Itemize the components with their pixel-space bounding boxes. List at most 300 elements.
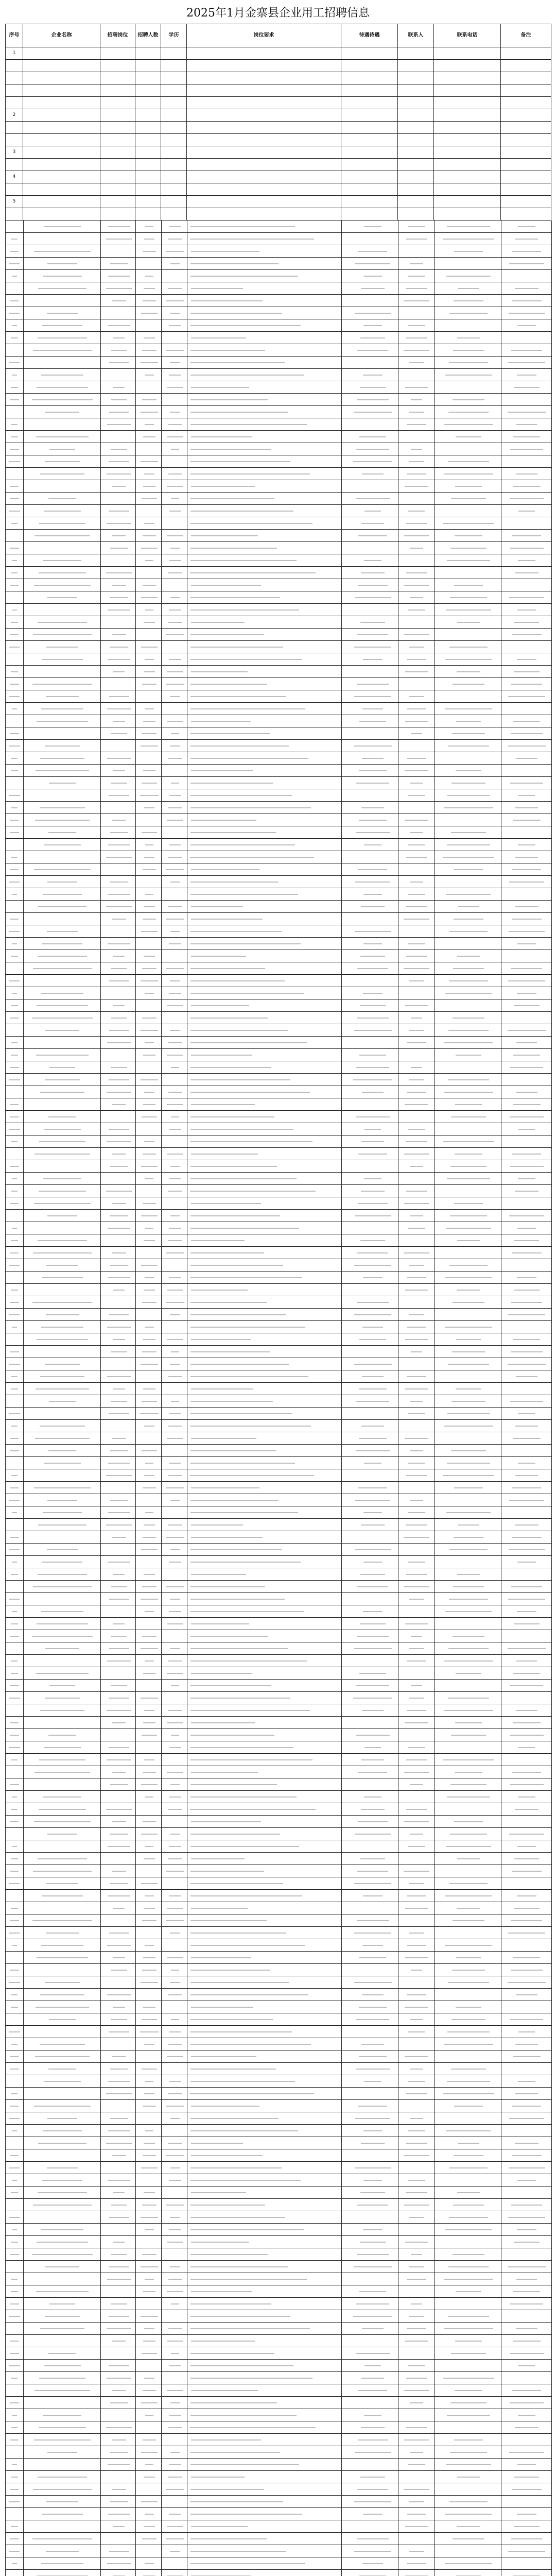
placeholder-text-line [170, 2217, 180, 2218]
table-row [6, 47, 551, 60]
placeholder-text-line [12, 2464, 17, 2465]
placeholder-text-line [167, 2390, 184, 2391]
placeholder-text-line [518, 844, 535, 845]
placeholder-text-line [191, 1957, 251, 1958]
placeholder-text-line [456, 436, 481, 437]
placeholder-text-line [448, 1982, 489, 1983]
placeholder-text-line [170, 1500, 180, 1501]
placeholder-text-line [516, 1376, 537, 1377]
placeholder-text-line [145, 659, 153, 660]
placeholder-text-line [142, 1401, 157, 1402]
placeholder-text-line [517, 1846, 536, 1847]
placeholder-text-line [191, 288, 244, 289]
placeholder-text-line [35, 2056, 90, 2057]
placeholder-text-line [511, 2205, 542, 2206]
placeholder-text-line [112, 2390, 126, 2391]
placeholder-text-line [190, 424, 307, 425]
placeholder-text-line [169, 325, 181, 326]
placeholder-text-line [508, 2266, 545, 2267]
placeholder-text-line [34, 2390, 90, 2391]
placeholder-text-line [191, 2143, 244, 2144]
placeholder-text-line [36, 770, 89, 771]
placeholder-text-line [457, 2477, 480, 2478]
placeholder-text-line [512, 2390, 541, 2391]
placeholder-text-line [10, 1252, 19, 1253]
placeholder-text-line [190, 572, 316, 573]
placeholder-text-line [167, 1438, 183, 1439]
placeholder-text-line [144, 906, 154, 907]
placeholder-text-line [354, 1933, 392, 1934]
placeholder-text-line [190, 1797, 297, 1798]
placeholder-text-line [12, 2415, 16, 2416]
note [501, 183, 551, 196]
placeholder-text-line [12, 1228, 17, 1229]
placeholder-text-line [191, 251, 259, 252]
placeholder-text-line [513, 2056, 541, 2057]
company-name [23, 196, 100, 208]
placeholder-text-line [443, 523, 494, 524]
placeholder-text-line [190, 2167, 282, 2168]
placeholder-text-line [518, 560, 535, 561]
placeholder-text-line [407, 1945, 426, 1946]
placeholder-text-line [450, 1834, 487, 1835]
placeholder-text-line [511, 1920, 543, 1921]
placeholder-text-line [167, 1290, 183, 1291]
placeholder-text-line [145, 560, 153, 561]
placeholder-text-line [110, 1883, 129, 1884]
placeholder-text-line [514, 622, 539, 623]
placeholder-text-line [509, 313, 545, 314]
placeholder-text-line [111, 783, 127, 784]
placeholder-text-line [108, 1463, 129, 1464]
placeholder-text-line [168, 1858, 183, 1859]
pay [341, 122, 398, 134]
placeholder-text-line [9, 1079, 20, 1080]
placeholder-text-line [166, 1537, 184, 1538]
placeholder-text-line [359, 1388, 386, 1389]
placeholder-text-line [47, 1549, 78, 1550]
placeholder-text-line [107, 1945, 131, 1946]
placeholder-text-line [144, 1759, 154, 1760]
placeholder-text-line [144, 2044, 154, 2045]
placeholder-text-line [361, 523, 384, 524]
placeholder-text-line [405, 2056, 429, 2057]
placeholder-text-line [515, 1475, 538, 1476]
placeholder-text-line [190, 2031, 292, 2032]
placeholder-text-line [445, 1945, 492, 1946]
placeholder-text-line [191, 2439, 261, 2441]
placeholder-text-line [44, 511, 80, 512]
placeholder-text-line [167, 1772, 184, 1773]
placeholder-text-line [363, 1895, 383, 1896]
placeholder-text-line [113, 1388, 126, 1389]
placeholder-text-line [190, 1933, 286, 1934]
placeholder-text-line [143, 2007, 155, 2008]
placeholder-text-line [453, 968, 484, 969]
placeholder-text-line [451, 1735, 485, 1736]
placeholder-text-line [168, 424, 182, 425]
placeholder-text-line [166, 919, 184, 920]
phone-number [434, 97, 501, 109]
placeholder-text-line [169, 1277, 181, 1278]
placeholder-text-line [46, 647, 78, 648]
placeholder-text-line [48, 1450, 77, 1451]
placeholder-text-line [448, 1079, 489, 1080]
placeholder-text-line [361, 1759, 384, 1760]
placeholder-text-line [169, 1413, 180, 1414]
placeholder-text-line [171, 1685, 179, 1686]
placeholder-text-line [360, 622, 385, 623]
placeholder-text-line [12, 609, 17, 611]
placeholder-text-line [47, 931, 78, 932]
placeholder-text-line [451, 1450, 486, 1451]
placeholder-text-line [168, 1809, 182, 1810]
placeholder-text-line [359, 436, 386, 437]
placeholder-text-line [12, 708, 18, 709]
placeholder-text-line [44, 844, 81, 845]
placeholder-text-line [9, 2501, 20, 2502]
placeholder-text-line [517, 659, 536, 660]
placeholder-text-line [364, 511, 381, 512]
placeholder-text-line [169, 1129, 181, 1130]
placeholder-text-line [190, 313, 282, 314]
post-name [100, 208, 135, 221]
placeholder-text-line [513, 1055, 540, 1056]
placeholder-text-line [170, 1364, 181, 1365]
placeholder-text-line [511, 1970, 543, 1971]
placeholder-text-line [47, 1215, 78, 1216]
placeholder-text-line [167, 721, 183, 722]
placeholder-text-line [9, 461, 20, 462]
placeholder-text-line [509, 1549, 545, 1550]
placeholder-text-line [107, 424, 131, 425]
placeholder-text-line [168, 2328, 182, 2329]
placeholder-text-line [405, 721, 428, 722]
placeholder-text-line [166, 634, 184, 635]
placeholder-text-line [191, 1339, 251, 1340]
placeholder-text-line [190, 980, 285, 981]
placeholder-text-line [144, 1908, 155, 1909]
pay [341, 146, 398, 159]
placeholder-text-line [110, 1265, 129, 1266]
placeholder-text-line [107, 2279, 131, 2280]
placeholder-text-line [110, 1784, 128, 1785]
placeholder-text-line [144, 473, 154, 474]
education [161, 72, 187, 84]
placeholder-text-line [169, 844, 181, 845]
placeholder-text-line [112, 1821, 126, 1822]
placeholder-text-line [444, 2044, 494, 2045]
company-name [23, 183, 100, 196]
placeholder-text-line [361, 1426, 384, 1427]
placeholder-text-line [108, 844, 129, 845]
placeholder-text-line [362, 708, 383, 709]
placeholder-text-line [12, 1797, 16, 1798]
placeholder-text-line [190, 2464, 300, 2465]
placeholder-text-line [408, 1512, 425, 1513]
placeholder-text-line [113, 1574, 125, 1575]
placeholder-text-line [32, 2538, 92, 2539]
placeholder-text-line [356, 1450, 390, 1451]
placeholder-text-line [407, 2279, 426, 2280]
placeholder-text-line [167, 1623, 183, 1624]
placeholder-text-line [364, 2365, 381, 2366]
placeholder-text-line [359, 2291, 386, 2292]
placeholder-text-line [445, 375, 492, 376]
placeholder-text-line [445, 659, 492, 660]
placeholder-text-line [9, 882, 19, 883]
placeholder-text-line [509, 931, 545, 932]
placeholder-text-line [169, 2365, 181, 2366]
placeholder-text-line [456, 1388, 482, 1389]
placeholder-text-line [45, 1648, 79, 1649]
placeholder-text-line [108, 226, 129, 227]
placeholder-text-line [451, 1401, 485, 1402]
placeholder-text-line [12, 1562, 17, 1563]
placeholder-text-line [512, 535, 541, 536]
placeholder-text-line [46, 1933, 79, 1934]
placeholder-text-line [190, 1735, 274, 1736]
placeholder-text-line [457, 1290, 480, 1291]
placeholder-text-line [168, 1240, 183, 1241]
placeholder-text-line [190, 795, 292, 796]
placeholder-text-line [110, 2069, 128, 2070]
placeholder-text-line [48, 2069, 77, 2070]
placeholder-text-line [171, 2353, 179, 2354]
placeholder-text-line [515, 906, 539, 907]
placeholder-text-line [509, 1834, 545, 1835]
placeholder-text-line [190, 560, 297, 561]
table-column-line [161, 221, 162, 2576]
placeholder-text-line [354, 1648, 392, 1649]
placeholder-text-line [145, 894, 153, 895]
placeholder-text-line [141, 1883, 158, 1884]
note [501, 134, 551, 146]
placeholder-text-line [353, 1698, 392, 1699]
placeholder-text-line [144, 1426, 154, 1427]
placeholder-text-line [143, 535, 156, 536]
placeholder-text-line [111, 968, 126, 969]
placeholder-text-line [357, 634, 388, 635]
placeholder-text-line [142, 1018, 157, 1019]
placeholder-text-line [457, 1908, 480, 1909]
placeholder-text-line [10, 1018, 19, 1019]
placeholder-text-line [144, 2526, 155, 2527]
company-name [23, 47, 100, 60]
placeholder-text-line [106, 1191, 132, 1192]
placeholder-text-line [518, 1178, 535, 1179]
placeholder-text-line [190, 1500, 279, 1501]
placeholder-text-line [10, 2254, 19, 2255]
placeholder-text-line [363, 1512, 381, 1513]
placeholder-text-line [190, 1079, 290, 1080]
placeholder-text-line [443, 1141, 494, 1142]
placeholder-text-line [457, 622, 480, 623]
row-number [6, 72, 23, 84]
placeholder-text-line [141, 1079, 159, 1080]
placeholder-text-line [143, 1203, 156, 1204]
table-row [6, 134, 551, 146]
placeholder-text-line [41, 1611, 83, 1612]
placeholder-text-line [166, 2489, 184, 2490]
placeholder-text-line [408, 609, 425, 611]
placeholder-text-line [508, 2217, 545, 2218]
placeholder-text-line [144, 1290, 155, 1291]
placeholder-text-line [166, 968, 184, 969]
placeholder-text-line [12, 325, 17, 326]
placeholder-text-line [113, 2526, 125, 2527]
placeholder-text-line [11, 2192, 18, 2193]
placeholder-text-line [404, 2205, 429, 2206]
placeholder-text-line [356, 2069, 390, 2070]
placeholder-text-line [144, 622, 155, 623]
placeholder-text-line [409, 1648, 424, 1649]
placeholder-text-line [443, 857, 494, 858]
placeholder-text-line [455, 535, 482, 536]
placeholder-text-line [409, 2217, 424, 2218]
post-name [100, 97, 135, 109]
placeholder-text-line [447, 2081, 490, 2082]
placeholder-text-line [45, 1079, 80, 1080]
placeholder-text-line [144, 1475, 155, 1476]
placeholder-text-line [364, 1797, 381, 1798]
placeholder-text-line [11, 1042, 17, 1043]
placeholder-text-line [141, 412, 158, 413]
placeholder-text-line [512, 2106, 541, 2107]
placeholder-text-line [9, 263, 19, 264]
placeholder-text-line [166, 2205, 184, 2206]
placeholder-text-line [190, 857, 314, 858]
placeholder-text-line [191, 2155, 263, 2156]
placeholder-text-line [517, 609, 536, 611]
placeholder-text-line [168, 1660, 182, 1662]
placeholder-text-line [37, 387, 88, 388]
placeholder-text-line [106, 1524, 132, 1526]
placeholder-text-line [449, 2167, 487, 2168]
placeholder-text-line [355, 263, 390, 264]
placeholder-text-line [407, 1376, 426, 1377]
placeholder-text-line [363, 894, 381, 895]
placeholder-text-line [170, 597, 180, 598]
placeholder-text-line [109, 2551, 129, 2552]
placeholder-text-line [518, 1413, 535, 1414]
placeholder-text-line [11, 1376, 17, 1377]
placeholder-text-line [514, 1005, 540, 1006]
placeholder-text-line [190, 523, 313, 524]
placeholder-text-line [191, 1290, 248, 1291]
pay [341, 208, 398, 221]
placeholder-text-line [112, 2439, 126, 2441]
placeholder-text-line [167, 2242, 183, 2243]
placeholder-text-line [190, 1463, 295, 1464]
placeholder-text-line [167, 2291, 183, 2292]
placeholder-text-line [42, 2514, 83, 2515]
placeholder-text-line [445, 2514, 492, 2515]
placeholder-text-line [144, 1574, 155, 1575]
placeholder-text-line [359, 721, 386, 722]
row-number [6, 122, 23, 134]
placeholder-text-line [169, 609, 181, 611]
placeholder-text-line [404, 1252, 429, 1253]
placeholder-text-line [510, 1685, 543, 1686]
placeholder-text-line [457, 1240, 480, 1241]
placeholder-text-line [11, 424, 17, 425]
placeholder-text-line [406, 1809, 427, 1810]
placeholder-text-line [145, 2279, 154, 2280]
placeholder-text-line [510, 1116, 543, 1117]
hire-count [135, 134, 161, 146]
placeholder-text-line [516, 1710, 537, 1711]
placeholder-text-line [511, 733, 543, 734]
placeholder-text-line [444, 1710, 493, 1711]
placeholder-text-line [514, 1290, 539, 1291]
placeholder-text-line [515, 572, 538, 573]
placeholder-text-line [410, 1401, 422, 1402]
placeholder-text-line [191, 1574, 246, 1575]
placeholder-text-line [450, 2452, 487, 2453]
placeholder-text-line [169, 1846, 181, 1847]
hire-count [135, 122, 161, 134]
placeholder-text-line [357, 2254, 389, 2255]
placeholder-text-line [10, 1821, 19, 1822]
placeholder-text-line [10, 1104, 18, 1105]
placeholder-text-line [405, 671, 427, 672]
placeholder-text-line [107, 2563, 131, 2564]
placeholder-text-line [410, 597, 423, 598]
placeholder-text-line [355, 313, 391, 314]
placeholder-text-line [363, 276, 381, 277]
placeholder-text-line [34, 1821, 91, 1822]
row-number: 1 [6, 47, 23, 60]
placeholder-text-line [167, 1154, 184, 1155]
placeholder-text-line [168, 857, 182, 858]
placeholder-text-line [40, 2044, 85, 2045]
placeholder-text-line [456, 1055, 481, 1056]
placeholder-text-line [512, 1252, 542, 1253]
placeholder-text-line [11, 2526, 18, 2527]
placeholder-text-line [190, 1376, 308, 1377]
placeholder-text-line [112, 634, 127, 635]
placeholder-text-line [42, 1895, 83, 1896]
company-name [23, 122, 100, 134]
placeholder-text-line [45, 1364, 79, 1365]
pay [341, 84, 398, 97]
placeholder-text-line [40, 1994, 84, 1995]
placeholder-text-line [11, 807, 18, 808]
placeholder-text-line [108, 2081, 129, 2082]
placeholder-text-line [107, 1327, 131, 1328]
placeholder-text-line [144, 1524, 154, 1526]
placeholder-text-line [142, 498, 157, 499]
placeholder-text-line [170, 1599, 180, 1600]
post-name [100, 134, 135, 146]
note [501, 72, 551, 84]
placeholder-text-line [516, 1994, 537, 1995]
placeholder-text-line [41, 2229, 83, 2230]
placeholder-text-line [143, 1104, 156, 1105]
placeholder-text-line [190, 1302, 267, 1303]
placeholder-text-line [515, 2093, 538, 2094]
placeholder-text-line [107, 2378, 132, 2379]
row-number [6, 183, 23, 196]
placeholder-text-line [355, 2167, 391, 2168]
placeholder-text-line [10, 449, 19, 450]
placeholder-text-line [508, 2551, 545, 2552]
table-column-line [100, 221, 101, 2576]
placeholder-text-line [404, 634, 429, 635]
placeholder-text-line [445, 1277, 492, 1278]
placeholder-text-line [362, 1092, 384, 1093]
